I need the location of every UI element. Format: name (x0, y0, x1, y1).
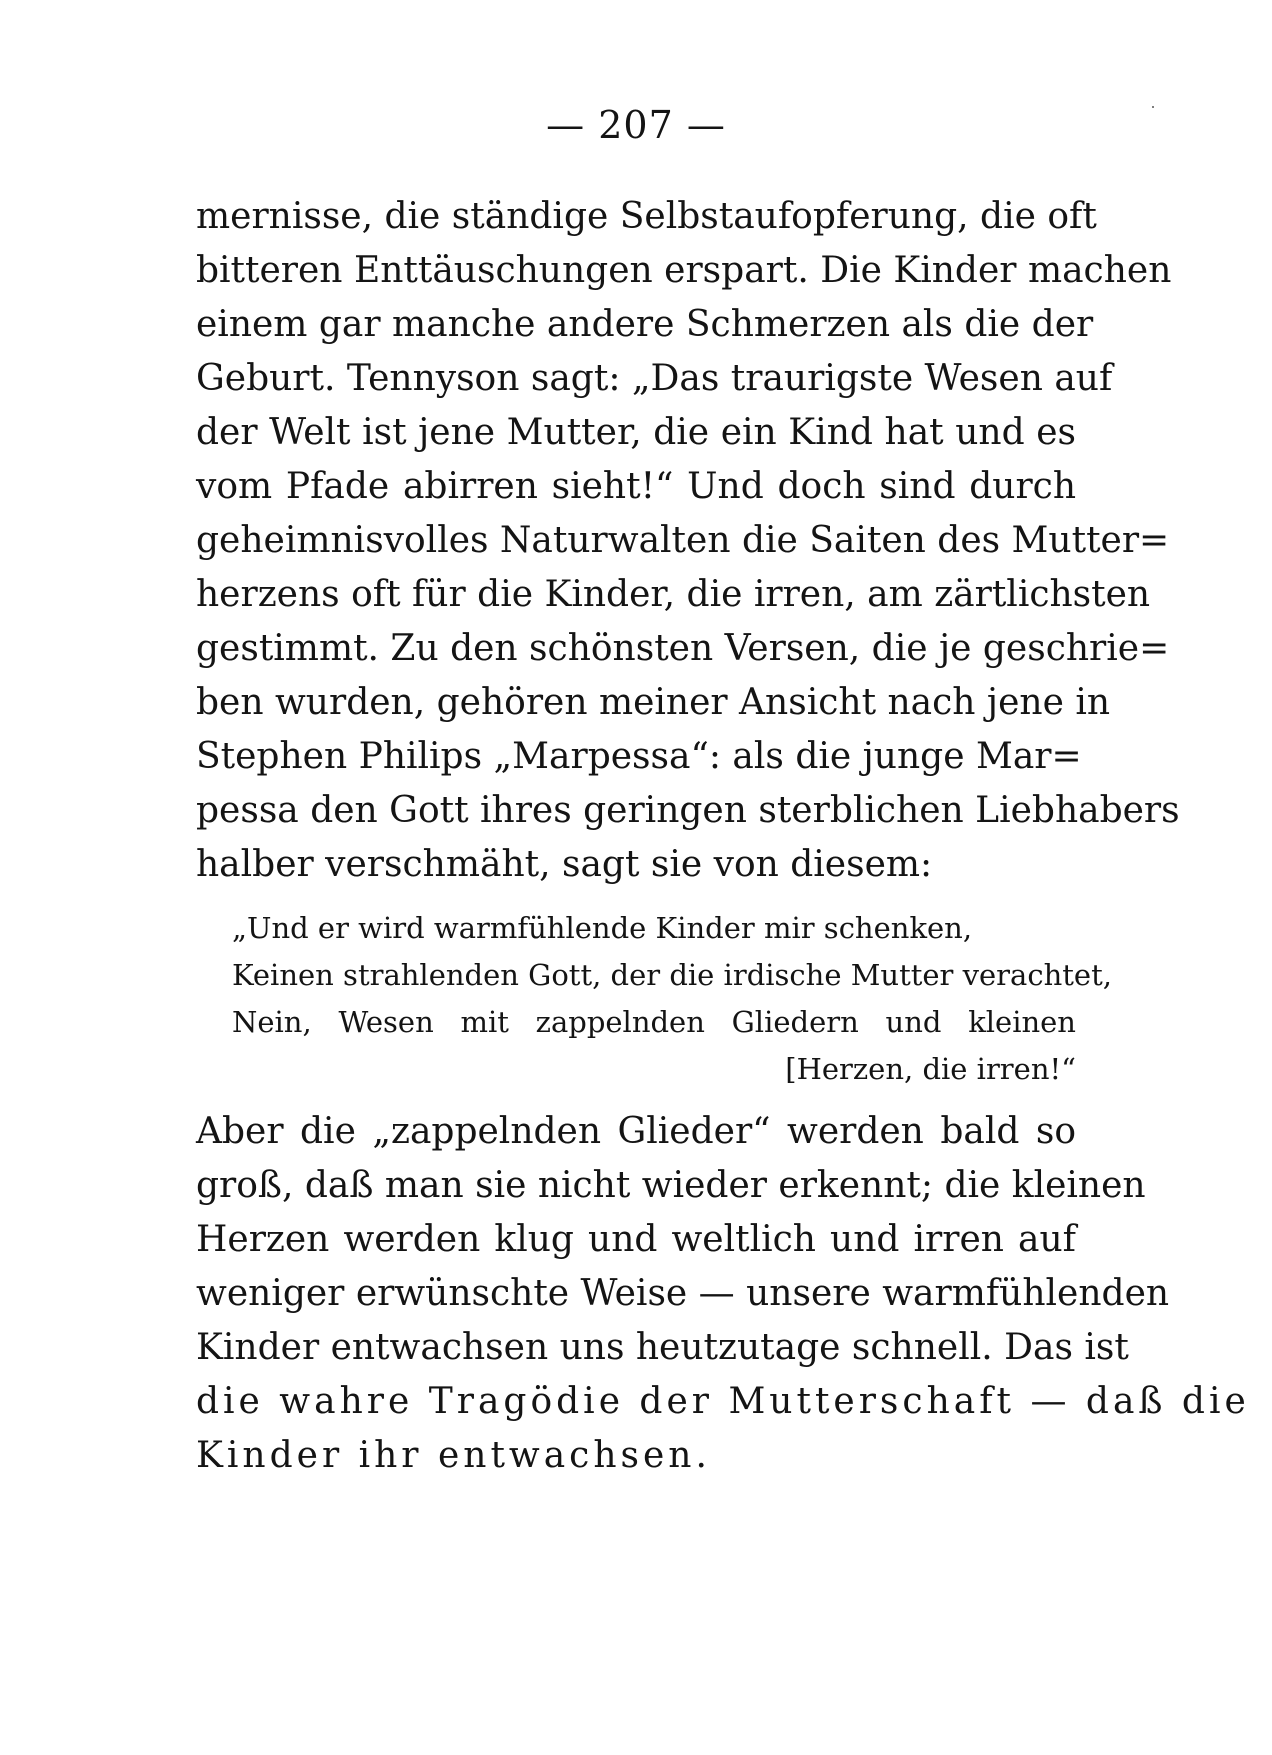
text-line: Kinder ihr entwachsen. (196, 1435, 711, 1476)
verse-quotation (232, 905, 1112, 1093)
paper-speck (1152, 106, 1154, 108)
text-line: weniger erwünschte Weise — unsere warmfühlenden (196, 1273, 1170, 1314)
text-line: gestimmt. Zu den schönsten Versen, die je geschrie= (196, 628, 1170, 669)
text-line: Stephen Philips „Marpessa“: als die junge Mar= (196, 736, 1082, 777)
paragraph-2 (196, 1105, 1250, 1483)
verse-line: Nein, Wesen mit zappelnden Gliedern und kleinen (232, 1005, 1076, 1039)
text-line: pessa den Gott ihres geringen sterblichen Liebhabers (196, 790, 1180, 831)
text-line: groß, daß man sie nicht wieder erkennt; die kleinen (196, 1165, 1146, 1206)
text-line: ben wurden, gehören meiner Ansicht nach jene in (196, 682, 1111, 723)
verse-line: „Und er wird warmfühlende Kinder mir schenken, (232, 911, 973, 945)
text-line: Aber die „zappelnden Glieder“ werden bald so (196, 1111, 1076, 1152)
verse-line-continuation: [Herzen, die irren!“ (785, 1052, 1076, 1086)
text-line: Geburt. Tennyson sagt: „Das traurigste Wesen auf (196, 358, 1113, 399)
text-line: geheimnisvolles Naturwalten die Saiten des Mutter= (196, 520, 1170, 561)
text-line: Herzen werden klug und weltlich und irren auf (196, 1219, 1076, 1260)
text-line: mernisse, die ständige Selbstaufopferung, die oft (196, 196, 1097, 237)
text-line: Kinder entwachsen uns heutzutage schnell. Das ist (196, 1327, 1129, 1368)
text-line: die wahre Tragödie der Mutterschaft — daß die (196, 1381, 1250, 1422)
text-line: halber verschmäht, sagt sie von diesem: (196, 844, 933, 885)
paragraph-1 (196, 190, 1180, 892)
verse-line: Keinen strahlenden Gott, der die irdische Mutter verachtet, (232, 958, 1112, 992)
text-line: herzens oft für die Kinder, die irren, am zärtlichsten (196, 574, 1151, 615)
page-number: — 207 — (546, 103, 726, 147)
text-line: einem gar manche andere Schmerzen als die der (196, 304, 1094, 345)
text-line: der Welt ist jene Mutter, die ein Kind hat und es (196, 412, 1076, 453)
text-line: bitteren Enttäuschungen erspart. Die Kinder machen (196, 250, 1172, 291)
text-line: vom Pfade abirren sieht!“ Und doch sind durch (196, 466, 1076, 507)
